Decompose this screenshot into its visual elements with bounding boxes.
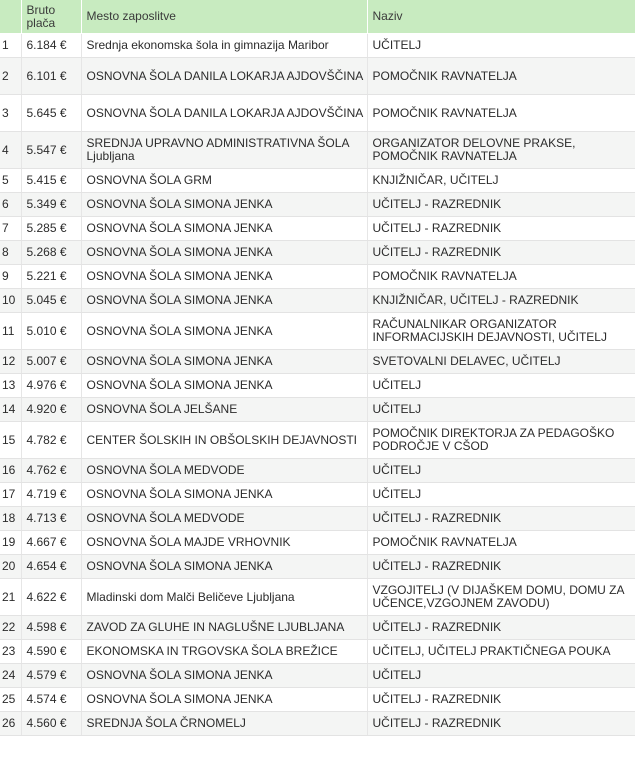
gross-pay-cell: 5.285 € — [21, 217, 81, 241]
title-cell: UČITELJ — [367, 664, 635, 688]
rank-cell: 4 — [0, 132, 21, 169]
title-cell: UČITELJ - RAZREDNIK — [367, 688, 635, 712]
title-cell: POMOČNIK DIREKTORJA ZA PEDAGOŠKO PODROČJE V CŠOD — [367, 422, 635, 459]
rank-cell: 10 — [0, 289, 21, 313]
gross-pay-cell: 6.101 € — [21, 58, 81, 95]
workplace-cell: Srednja ekonomska šola in gimnazija Maribor — [81, 34, 367, 58]
gross-pay-cell: 4.590 € — [21, 640, 81, 664]
gross-pay-cell: 4.920 € — [21, 398, 81, 422]
rank-cell: 3 — [0, 95, 21, 132]
table-row — [0, 507, 635, 531]
workplace-cell: OSNOVNA ŠOLA SIMONA JENKA — [81, 289, 367, 313]
title-cell: UČITELJ - RAZREDNIK — [367, 217, 635, 241]
table-row — [0, 58, 635, 95]
workplace-cell: OSNOVNA ŠOLA DANILA LOKARJA AJDOVŠČINA — [81, 95, 367, 132]
workplace-cell: SREDNJA UPRAVNO ADMINISTRATIVNA ŠOLA Ljubljana — [81, 132, 367, 169]
workplace-cell: OSNOVNA ŠOLA SIMONA JENKA — [81, 688, 367, 712]
gross-pay-cell: 4.782 € — [21, 422, 81, 459]
rank-cell: 2 — [0, 58, 21, 95]
title-cell: ORGANIZATOR DELOVNE PRAKSE, POMOČNIK RAVNATELJA — [367, 132, 635, 169]
workplace-cell: OSNOVNA ŠOLA SIMONA JENKA — [81, 350, 367, 374]
title-cell: UČITELJ - RAZREDNIK — [367, 193, 635, 217]
rank-cell: 17 — [0, 483, 21, 507]
title-cell: UČITELJ, UČITELJ PRAKTIČNEGA POUKA — [367, 640, 635, 664]
rank-cell: 5 — [0, 169, 21, 193]
rank-cell: 18 — [0, 507, 21, 531]
workplace-cell: OSNOVNA ŠOLA SIMONA JENKA — [81, 664, 367, 688]
workplace-cell: OSNOVNA ŠOLA MEDVODE — [81, 507, 367, 531]
title-cell: UČITELJ — [367, 483, 635, 507]
rank-cell: 13 — [0, 374, 21, 398]
table-row — [0, 398, 635, 422]
workplace-cell: ZAVOD ZA GLUHE IN NAGLUŠNE LJUBLJANA — [81, 616, 367, 640]
header-rank — [0, 0, 21, 34]
gross-pay-cell: 5.349 € — [21, 193, 81, 217]
gross-pay-cell: 6.184 € — [21, 34, 81, 58]
title-cell: UČITELJ — [367, 34, 635, 58]
table-row — [0, 459, 635, 483]
workplace-cell: OSNOVNA ŠOLA SIMONA JENKA — [81, 374, 367, 398]
workplace-cell: OSNOVNA ŠOLA SIMONA JENKA — [81, 217, 367, 241]
gross-pay-cell: 4.622 € — [21, 579, 81, 616]
header-title: Naziv — [367, 0, 635, 34]
gross-pay-cell: 4.579 € — [21, 664, 81, 688]
gross-pay-cell: 5.547 € — [21, 132, 81, 169]
header-gross-pay: Bruto plača — [21, 0, 81, 34]
workplace-cell: SREDNJA ŠOLA ČRNOMELJ — [81, 712, 367, 736]
title-cell: UČITELJ - RAZREDNIK — [367, 241, 635, 265]
title-cell: UČITELJ — [367, 459, 635, 483]
rank-cell: 25 — [0, 688, 21, 712]
rank-cell: 19 — [0, 531, 21, 555]
gross-pay-cell: 4.598 € — [21, 616, 81, 640]
title-cell: POMOČNIK RAVNATELJA — [367, 265, 635, 289]
table-row — [0, 132, 635, 169]
workplace-cell: OSNOVNA ŠOLA MEDVODE — [81, 459, 367, 483]
table-row — [0, 640, 635, 664]
title-cell: POMOČNIK RAVNATELJA — [367, 531, 635, 555]
workplace-cell: OSNOVNA ŠOLA SIMONA JENKA — [81, 193, 367, 217]
table-row — [0, 616, 635, 640]
title-cell: UČITELJ — [367, 374, 635, 398]
workplace-cell: OSNOVNA ŠOLA GRM — [81, 169, 367, 193]
gross-pay-cell: 4.713 € — [21, 507, 81, 531]
workplace-cell: Mladinski dom Malči Beličeve Ljubljana — [81, 579, 367, 616]
gross-pay-cell: 4.654 € — [21, 555, 81, 579]
rank-cell: 23 — [0, 640, 21, 664]
workplace-cell: OSNOVNA ŠOLA DANILA LOKARJA AJDOVŠČINA — [81, 58, 367, 95]
rank-cell: 1 — [0, 34, 21, 58]
table-row — [0, 241, 635, 265]
gross-pay-cell: 5.221 € — [21, 265, 81, 289]
gross-pay-cell: 5.007 € — [21, 350, 81, 374]
rank-cell: 11 — [0, 313, 21, 350]
table-row — [0, 579, 635, 616]
rank-cell: 20 — [0, 555, 21, 579]
title-cell: POMOČNIK RAVNATELJA — [367, 58, 635, 95]
title-cell: VZGOJITELJ (V DIJAŠKEM DOMU, DOMU ZA UČENCE,VZGOJNEM ZAVODU) — [367, 579, 635, 616]
rank-cell: 12 — [0, 350, 21, 374]
rank-cell: 6 — [0, 193, 21, 217]
workplace-cell: OSNOVNA ŠOLA MAJDE VRHOVNIK — [81, 531, 367, 555]
title-cell: UČITELJ - RAZREDNIK — [367, 712, 635, 736]
table-row — [0, 688, 635, 712]
rank-cell: 24 — [0, 664, 21, 688]
gross-pay-cell: 4.560 € — [21, 712, 81, 736]
rank-cell: 8 — [0, 241, 21, 265]
table-row — [0, 95, 635, 132]
gross-pay-cell: 4.719 € — [21, 483, 81, 507]
workplace-cell: OSNOVNA ŠOLA SIMONA JENKA — [81, 313, 367, 350]
table-row — [0, 193, 635, 217]
title-cell: UČITELJ - RAZREDNIK — [367, 616, 635, 640]
workplace-cell: EKONOMSKA IN TRGOVSKA ŠOLA BREŽICE — [81, 640, 367, 664]
table-row — [0, 555, 635, 579]
gross-pay-cell: 4.667 € — [21, 531, 81, 555]
gross-pay-cell: 5.415 € — [21, 169, 81, 193]
workplace-cell: OSNOVNA ŠOLA SIMONA JENKA — [81, 483, 367, 507]
workplace-cell: OSNOVNA ŠOLA SIMONA JENKA — [81, 241, 367, 265]
workplace-cell: OSNOVNA ŠOLA SIMONA JENKA — [81, 555, 367, 579]
table-row — [0, 217, 635, 241]
title-cell: UČITELJ - RAZREDNIK — [367, 555, 635, 579]
title-cell: KNJIŽNIČAR, UČITELJ — [367, 169, 635, 193]
table-row — [0, 313, 635, 350]
table-row — [0, 265, 635, 289]
table-row — [0, 664, 635, 688]
gross-pay-cell: 5.645 € — [21, 95, 81, 132]
gross-pay-cell: 4.574 € — [21, 688, 81, 712]
title-cell: KNJIŽNIČAR, UČITELJ - RAZREDNIK — [367, 289, 635, 313]
gross-pay-cell: 5.045 € — [21, 289, 81, 313]
rank-cell: 16 — [0, 459, 21, 483]
rank-cell: 15 — [0, 422, 21, 459]
title-cell: RAČUNALNIKAR ORGANIZATOR INFORMACIJSKIH DEJAVNOSTI, UČITELJ — [367, 313, 635, 350]
rank-cell: 26 — [0, 712, 21, 736]
title-cell: SVETOVALNI DELAVEC, UČITELJ — [367, 350, 635, 374]
workplace-cell: OSNOVNA ŠOLA SIMONA JENKA — [81, 265, 367, 289]
rank-cell: 22 — [0, 616, 21, 640]
rank-cell: 9 — [0, 265, 21, 289]
table-row — [0, 34, 635, 58]
table-row — [0, 289, 635, 313]
title-cell: UČITELJ — [367, 398, 635, 422]
header-workplace: Mesto zaposlitve — [81, 0, 367, 34]
gross-pay-cell: 4.762 € — [21, 459, 81, 483]
workplace-cell: CENTER ŠOLSKIH IN OBŠOLSKIH DEJAVNOSTI — [81, 422, 367, 459]
table-row — [0, 483, 635, 507]
rank-cell: 7 — [0, 217, 21, 241]
table-row — [0, 531, 635, 555]
table-header-row — [0, 0, 635, 34]
rank-cell: 14 — [0, 398, 21, 422]
table-row — [0, 169, 635, 193]
gross-pay-cell: 4.976 € — [21, 374, 81, 398]
title-cell: UČITELJ - RAZREDNIK — [367, 507, 635, 531]
table-row — [0, 422, 635, 459]
gross-pay-cell: 5.010 € — [21, 313, 81, 350]
rank-cell: 21 — [0, 579, 21, 616]
table-row — [0, 712, 635, 736]
table-row — [0, 374, 635, 398]
workplace-cell: OSNOVNA ŠOLA JELŠANE — [81, 398, 367, 422]
gross-pay-cell: 5.268 € — [21, 241, 81, 265]
table-row — [0, 350, 635, 374]
title-cell: POMOČNIK RAVNATELJA — [367, 95, 635, 132]
